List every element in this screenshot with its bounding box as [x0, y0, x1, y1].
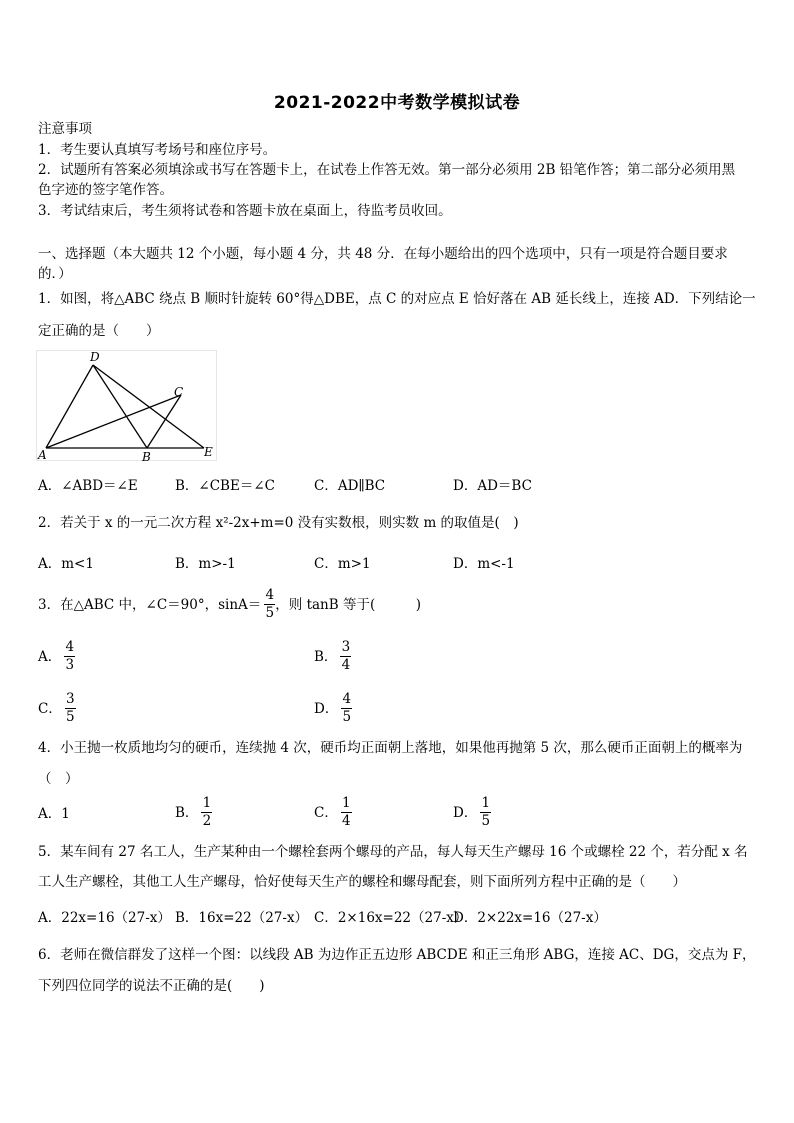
- question-4-option-a[interactable]: A．1: [38, 806, 70, 822]
- question-2-stem: 2．若关于 x 的一元二次方程 x²-2x+m=0 没有实数根，则实数 m 的取值是( ): [38, 515, 519, 531]
- section-heading: 一、选择题（本大题共 12 个小题，每小题 4 分，共 48 分．在每小题给出的四个选项中，只有一项是符合题目要求: [38, 246, 728, 262]
- denominator: 3: [65, 657, 75, 673]
- notice-item: 2．试题所有答案必须填涂或书写在答题卡上，在试卷上作答无效。第一部分必须用 2B 铅笔作答；第二部分必须用黑: [38, 162, 736, 178]
- question-3-stem-prefix: 3．在△ABC 中，∠C＝90°，sinA＝: [38, 596, 262, 613]
- question-5-stem: 5．某车间有 27 名工人，生产某种由一个螺栓套两个螺母的产品，每人每天生产螺母 16 个或螺栓 22 个，若分配 x 名: [38, 844, 748, 860]
- question-5-option-c[interactable]: C．2×16x=22（27-x）: [314, 910, 468, 926]
- denominator: 5: [342, 709, 352, 725]
- numerator: 4: [342, 691, 352, 707]
- fraction: [340, 640, 351, 673]
- page-title: 2021-2022中考数学模拟试卷: [273, 93, 521, 113]
- question-3-stem-suffix: ，则 tanB 等于( ): [275, 596, 421, 613]
- denominator: 2: [202, 813, 212, 829]
- question-5-option-a[interactable]: A．22x=16（27-x）: [38, 910, 171, 926]
- question-3-option-a[interactable]: [38, 640, 75, 673]
- numerator: 3: [341, 639, 351, 655]
- denominator: 5: [265, 605, 275, 621]
- option-label: C．: [38, 700, 62, 717]
- question-1-option-a[interactable]: A．∠ABD＝∠E: [38, 478, 138, 494]
- label-A: A: [38, 448, 47, 462]
- fraction: [341, 796, 352, 829]
- option-label: D．: [453, 804, 478, 821]
- denominator: 5: [481, 813, 491, 829]
- option-label: B．: [175, 804, 199, 821]
- option-label: B．: [314, 648, 338, 665]
- notice-item: 1．考生要认真填写考场号和座位序号。: [38, 142, 277, 158]
- numerator: 4: [65, 639, 75, 655]
- question-2-option-a[interactable]: A．m<1: [38, 556, 94, 572]
- fraction: [64, 640, 75, 673]
- label-D: D: [90, 350, 100, 364]
- question-5-option-b[interactable]: B．16x=22（27-x）: [175, 910, 309, 926]
- question-3-stem: [38, 588, 421, 621]
- question-4-stem-cont: （ ）: [38, 771, 79, 787]
- notice-heading: 注意事项: [38, 121, 92, 137]
- question-3-option-c[interactable]: [38, 692, 76, 725]
- question-6-stem: 6．老师在微信群发了这样一个图：以线段 AB 为边作正五边形 ABCDE 和正三角形 ABG，连接 AC、DG，交点为 F，: [38, 947, 756, 963]
- option-label: C．: [314, 804, 338, 821]
- question-1-option-b[interactable]: B．∠CBE＝∠C: [175, 478, 275, 494]
- label-C: C: [174, 385, 184, 399]
- question-2-option-d[interactable]: D．m<-1: [453, 556, 515, 572]
- question-1-stem-cont: 定正确的是（ ）: [38, 323, 160, 339]
- fraction: [264, 588, 275, 621]
- label-B: B: [142, 450, 151, 464]
- question-5-stem-cont: 工人生产螺栓，其他工人生产螺母，恰好使每天生产的螺栓和螺母配套，则下面所列方程中正确的是（ ）: [38, 874, 686, 890]
- fraction: [341, 692, 352, 725]
- denominator: 4: [342, 813, 351, 829]
- numerator: 1: [202, 795, 212, 811]
- question-1-figure: [36, 350, 221, 465]
- denominator: 4: [341, 657, 351, 673]
- label-E: E: [204, 445, 213, 459]
- option-label: A．: [38, 648, 62, 665]
- question-2-option-b[interactable]: B．m>-1: [175, 556, 236, 572]
- question-1-option-d[interactable]: D．AD＝BC: [453, 478, 532, 494]
- notice-item: 3．考试结束后，考生须将试卷和答题卡放在桌面上，待监考员收回。: [38, 203, 452, 219]
- question-5-option-d[interactable]: D．2×22x=16（27-x）: [453, 910, 607, 926]
- notice-item: 色字迹的签字笔作答。: [38, 182, 173, 198]
- question-2-option-c[interactable]: C．m>1: [314, 556, 371, 572]
- section-heading-cont: 的．）: [38, 266, 72, 282]
- option-label: D．: [314, 700, 339, 717]
- question-4-option-b[interactable]: [175, 796, 212, 829]
- denominator: 5: [66, 709, 75, 725]
- question-1-stem: 1．如图，将△ABC 绕点 B 顺时针旋转 60°得△DBE，点 C 的对应点 E 恰好落在 AB 延长线上，连接 AD．下列结论一: [38, 291, 756, 307]
- fraction: [201, 796, 212, 829]
- numerator: 1: [342, 795, 351, 811]
- question-3-option-d[interactable]: [314, 692, 352, 725]
- question-4-option-c[interactable]: [314, 796, 352, 829]
- numerator: 4: [265, 587, 275, 603]
- numerator: 1: [481, 795, 491, 811]
- question-4-stem: 4．小王抛一枚质地均匀的硬币，连续抛 4 次，硬币均正面朝上落地，如果他再抛第 5 次，那么硬币正面朝上的概率为: [38, 740, 743, 756]
- numerator: 3: [66, 691, 75, 707]
- fraction: [65, 692, 76, 725]
- fraction: [480, 796, 491, 829]
- question-6-stem-cont: 下列四位同学的说法不正确的是( ): [38, 978, 265, 994]
- question-3-option-b[interactable]: [314, 640, 351, 673]
- question-4-option-d[interactable]: [453, 796, 491, 829]
- question-1-option-c[interactable]: C．AD∥BC: [314, 478, 386, 494]
